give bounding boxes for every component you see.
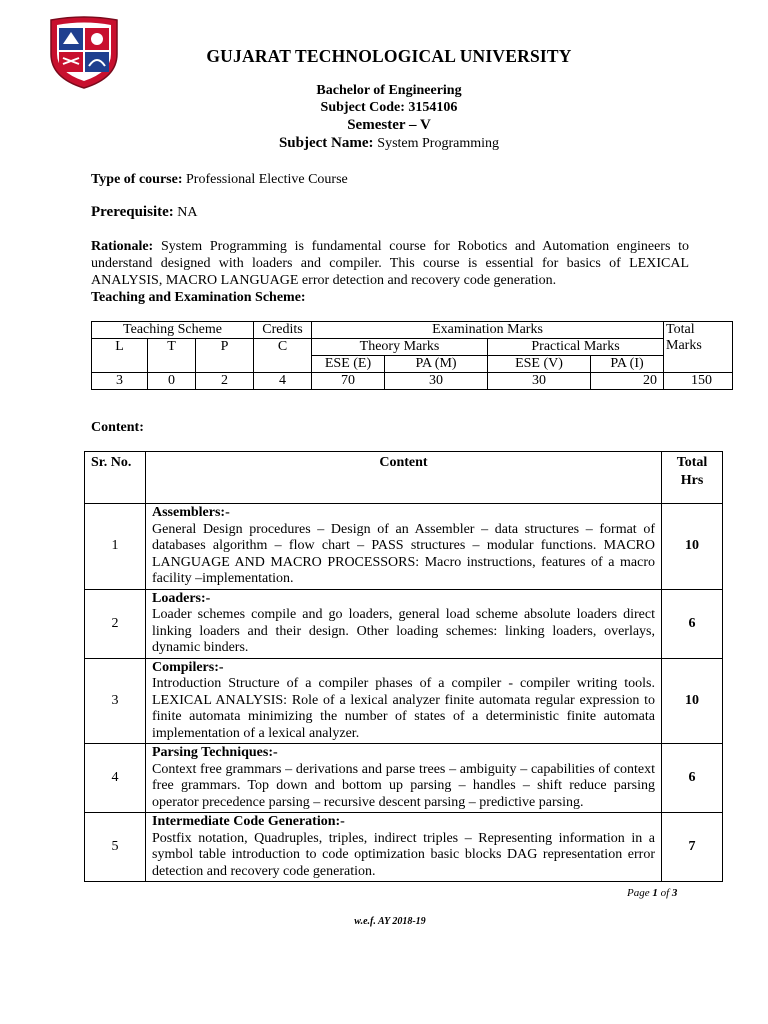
module-description xyxy=(146,504,662,590)
prerequisite-value: NA xyxy=(177,205,198,220)
value-ese-e: 70 xyxy=(312,373,385,390)
module-hours: 6 xyxy=(662,589,723,658)
sr-no: 3 xyxy=(85,658,146,744)
total-label: Total xyxy=(666,322,695,337)
subject-name-line xyxy=(0,135,768,152)
program-name: Bachelor of Engineering xyxy=(316,83,462,98)
value-t: 0 xyxy=(148,373,196,390)
module-body: Loader schemes compile and go loaders, general load scheme absolute loaders direct linking loaders and their design. Other loading schemes: linking loaders, overlays, dynamic binders. xyxy=(152,607,655,655)
module-hours: 10 xyxy=(662,504,723,590)
table-row xyxy=(85,744,723,813)
sr-no: 4 xyxy=(85,744,146,813)
total-marks-header xyxy=(664,322,733,373)
module-hours: 10 xyxy=(662,658,723,744)
module-description xyxy=(146,744,662,813)
sr-no: 2 xyxy=(85,589,146,658)
page-number xyxy=(627,887,677,899)
value-ese-v: 30 xyxy=(488,373,591,390)
prerequisite-line xyxy=(91,204,689,221)
marks-label: Marks xyxy=(666,338,702,353)
content-table xyxy=(84,451,723,882)
module-title: Compilers:- xyxy=(152,659,224,675)
col-p: P xyxy=(196,339,254,373)
subject-code: Subject Code: 3154106 xyxy=(320,100,458,115)
col-t: T xyxy=(148,339,196,373)
prerequisite-label: Prerequisite: xyxy=(91,204,174,220)
module-description xyxy=(146,813,662,882)
course-type-label: Type of course: xyxy=(91,172,183,187)
value-l: 3 xyxy=(92,373,148,390)
col-ese-e: ESE (E) xyxy=(312,356,385,373)
practical-marks-header: Practical Marks xyxy=(488,339,664,356)
total-hrs-label-2: Hrs xyxy=(680,473,704,488)
module-hours: 7 xyxy=(662,813,723,882)
value-pa-i: 20 xyxy=(591,373,664,390)
col-pa-m: PA (M) xyxy=(385,356,488,373)
credits-header: Credits xyxy=(254,322,312,339)
university-title: GUJARAT TECHNOLOGICAL UNIVERSITY xyxy=(206,46,572,66)
module-body: General Design procedures – Design of an Assembler – data structures – format of databases algorithm – flow chart – PASS structures – modular functions. MACRO LANGUAGE AND MACRO PROCESSORS: Macro instructions, features of a macro facility –implementation. xyxy=(152,521,655,586)
page-current: 1 xyxy=(652,887,658,899)
effective-from: w.e.f. AY 2018-19 xyxy=(354,916,426,927)
sr-no: 5 xyxy=(85,813,146,882)
rationale-paragraph xyxy=(91,238,689,289)
module-description xyxy=(146,589,662,658)
page-word: Page xyxy=(627,887,650,899)
col-c: C xyxy=(254,339,312,373)
module-body: Postfix notation, Quadruples, triples, indirect triples – Representing information in a symbol table introduction to code optimization basic blocks DAG representation error detection and recovery code generation. xyxy=(152,830,655,879)
content-heading: Content: xyxy=(91,420,144,435)
course-type-line xyxy=(91,171,689,188)
total-hrs-header xyxy=(662,452,723,504)
scheme-heading: Teaching and Examination Scheme: xyxy=(91,290,306,305)
teaching-scheme-header: Teaching Scheme xyxy=(92,322,254,339)
sr-no: 1 xyxy=(85,504,146,590)
table-row xyxy=(85,589,723,658)
teaching-exam-scheme-table xyxy=(91,321,733,390)
col-pa-i: PA (I) xyxy=(591,356,664,373)
content-header: Content xyxy=(146,452,662,504)
rationale-label: Rationale: xyxy=(91,239,154,254)
table-row xyxy=(85,504,723,590)
sr-no-header: Sr. No. xyxy=(85,452,146,504)
col-l: L xyxy=(92,339,148,373)
table-row xyxy=(85,813,723,882)
of-word: of xyxy=(660,887,670,899)
module-title: Loaders:- xyxy=(152,590,211,606)
total-hrs-label-1: Total xyxy=(676,455,708,470)
module-title: Parsing Techniques:- xyxy=(152,745,278,760)
module-hours: 6 xyxy=(662,744,723,813)
module-body: Introduction Structure of a compiler phases of a compiler - compiler writing tools. LEXICAL ANALYSIS: Role of a lexical analyzer finite automata regular expression to finite automata minimizing the number of states of a deterministic finite automata implementation of a lexical analyzer. xyxy=(152,676,655,741)
module-body: Context free grammars – derivations and parse trees – ambiguity – capabilities of context free grammars. Top down and bottom up parsing – handles – shift reduce parsing operator precedence parsing – recursive descent parsing – predictive parsing. xyxy=(152,761,655,810)
semester: Semester – V xyxy=(347,117,431,133)
course-type-value: Professional Elective Course xyxy=(186,172,348,187)
module-description xyxy=(146,658,662,744)
subject-name-value: System Programming xyxy=(377,136,500,151)
value-pa-m: 30 xyxy=(385,373,488,390)
value-total: 150 xyxy=(664,373,733,390)
module-title: Intermediate Code Generation:- xyxy=(152,814,345,829)
module-title: Assemblers:- xyxy=(152,505,230,520)
page-total: 3 xyxy=(671,887,678,899)
theory-marks-header: Theory Marks xyxy=(312,339,488,356)
value-p: 2 xyxy=(196,373,254,390)
rationale-text: System Programming is fundamental course for Robotics and Automation engineers to understand designed with loaders and compiler. This course is essential for basics of LEXICAL ANALYSIS, MACRO LANGUAGE error detection and recovery code generation. xyxy=(91,239,690,288)
subject-name-label: Subject Name: xyxy=(278,135,374,151)
table-row xyxy=(85,658,723,744)
value-c: 4 xyxy=(254,373,312,390)
exam-marks-header: Examination Marks xyxy=(312,322,664,339)
col-ese-v: ESE (V) xyxy=(488,356,591,373)
